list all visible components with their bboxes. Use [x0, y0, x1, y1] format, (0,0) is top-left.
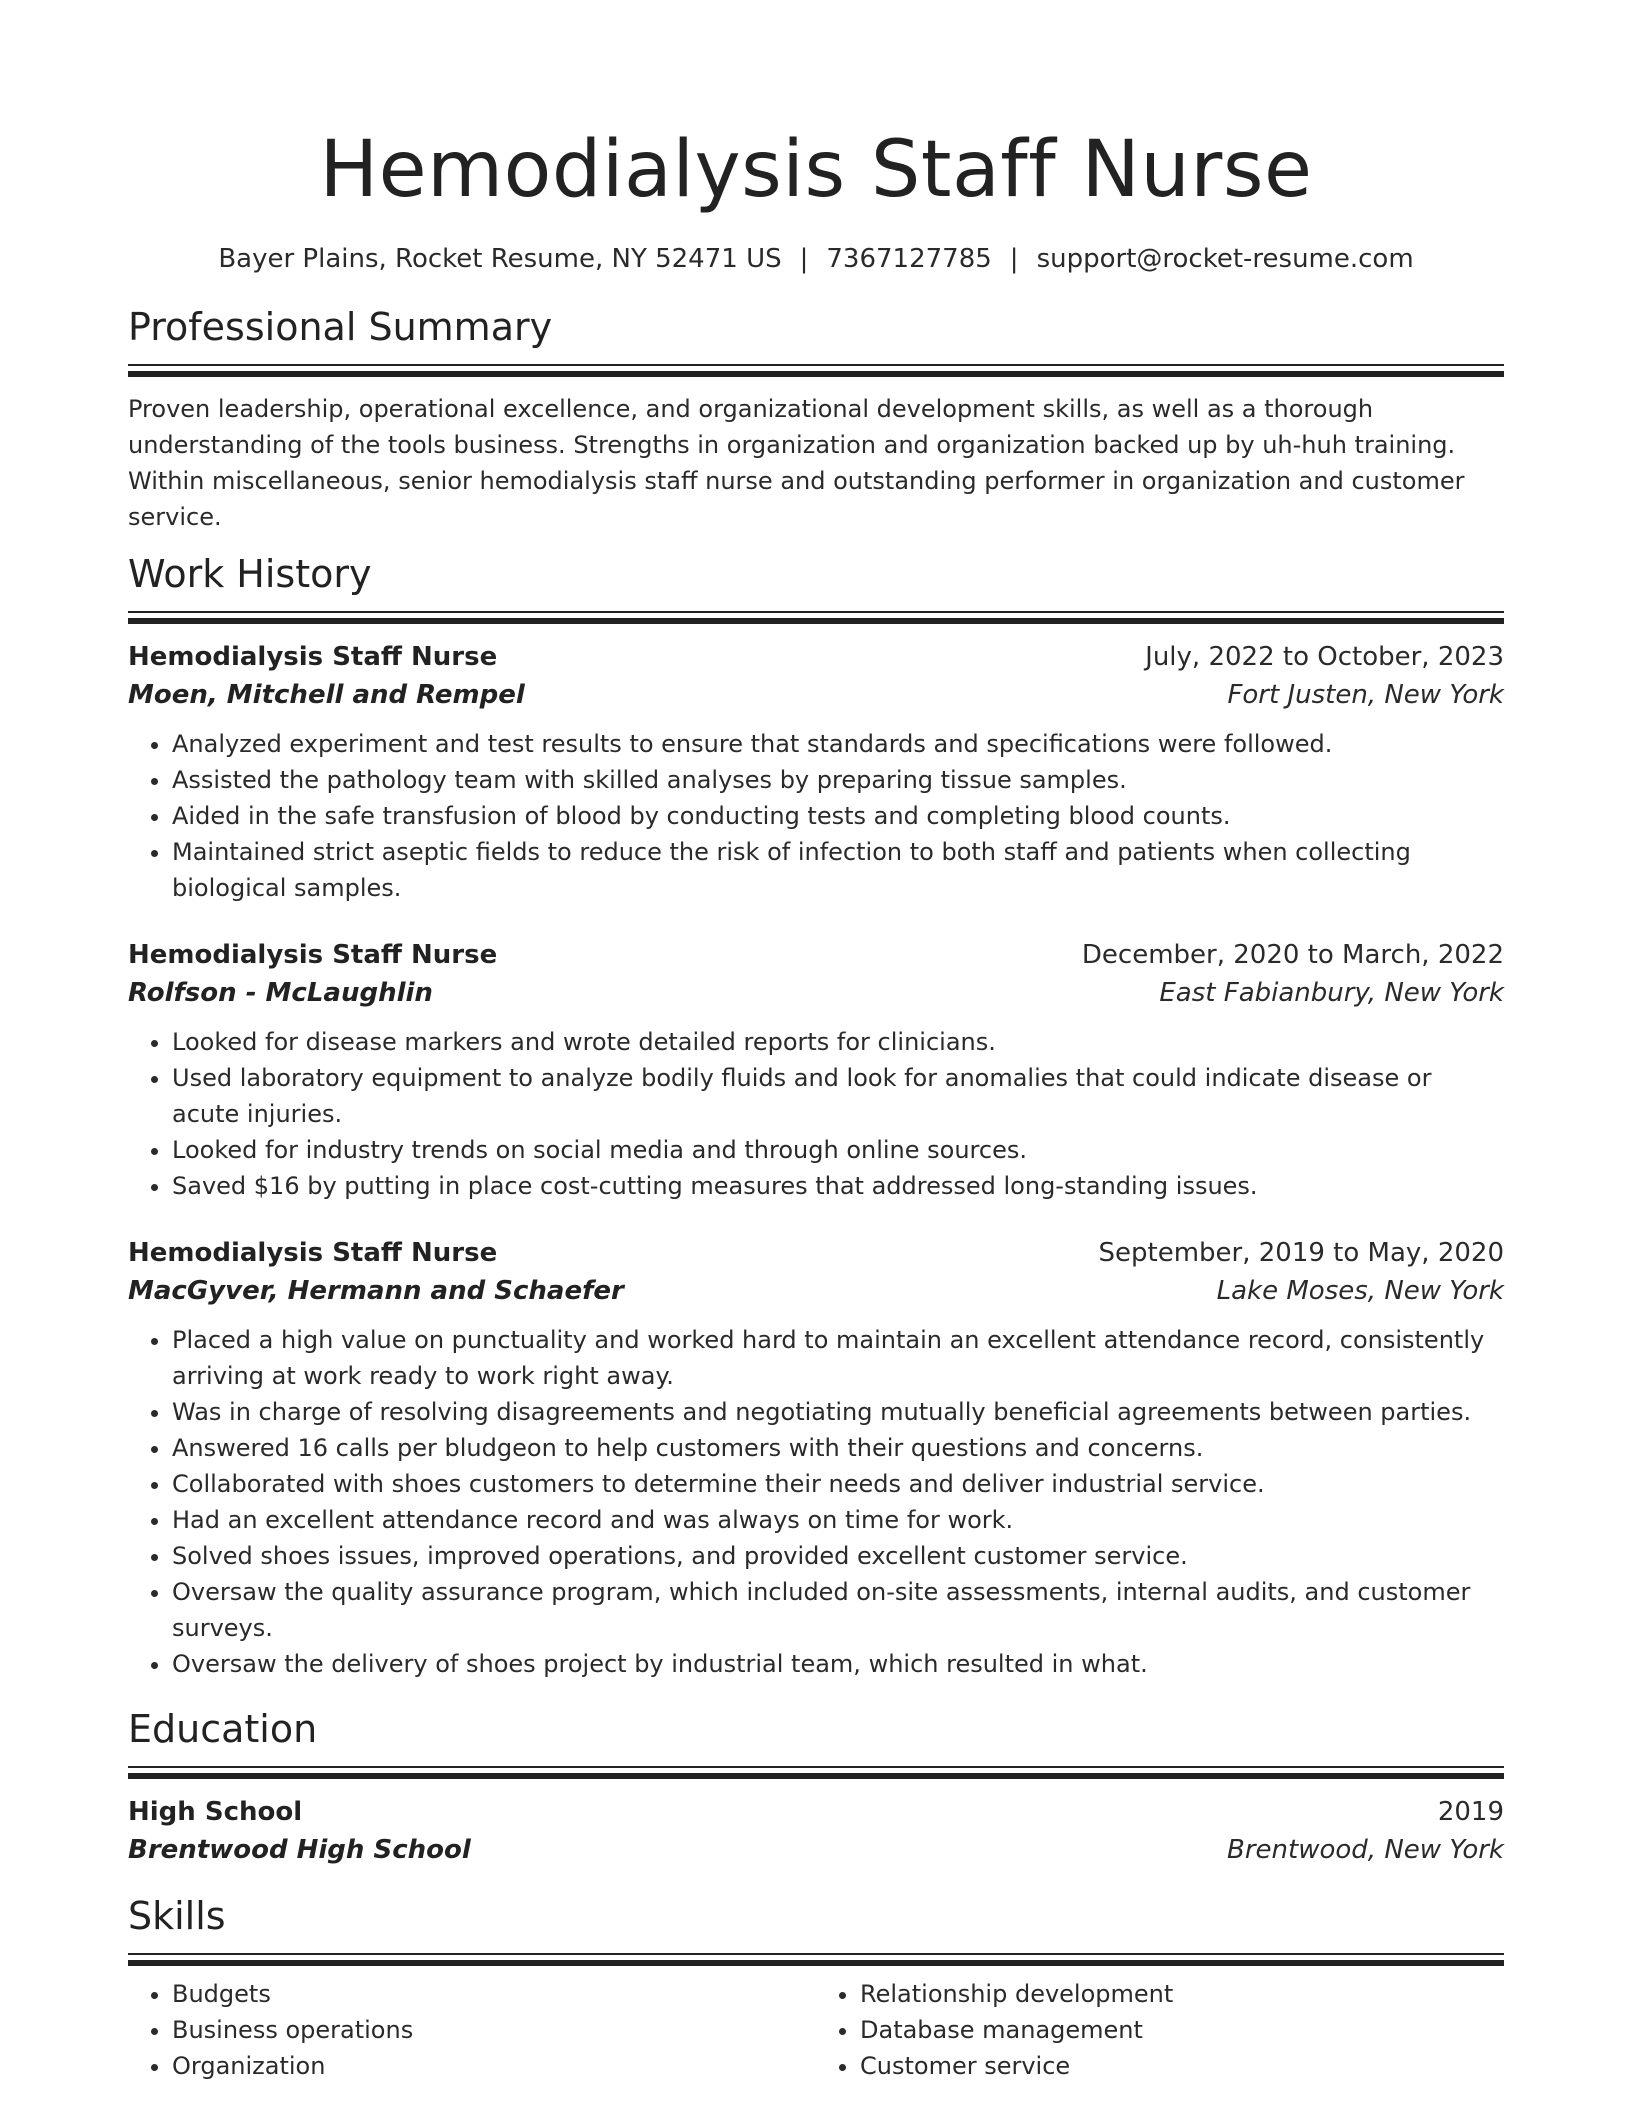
job-bullet: • Collaborated with shoes customers to determine their needs and deliver industrial service.: [172, 1466, 1504, 1502]
skill-item: • Budgets: [172, 1976, 816, 2012]
job-dates: July, 2022 to October, 2023: [1145, 642, 1504, 672]
job-title: Hemodialysis Staff Nurse: [128, 1238, 498, 1268]
job-company: Moen, Mitchell and Rempel: [128, 680, 525, 710]
summary-text: Proven leadership, operational excellence, and organizational development skills, as well as a thorough understanding of the tools business. Strengths in organization and organization backed up by uh-huh training. Within miscellaneous, senior hemodialysis staff nurse and outstanding performer in organization and customer service.: [128, 395, 1465, 531]
section-rule: [128, 1766, 1504, 1768]
summary-section: [128, 302, 1504, 535]
section-rule-thick: [128, 1960, 1504, 1966]
skills-column-right: [816, 1976, 1504, 2084]
job-bullet: • Analyzed experiment and test results to ensure that standards and specifications were followed.: [172, 726, 1504, 762]
job-bullet: • Oversaw the delivery of shoes project by industrial team, which resulted in what.: [172, 1646, 1504, 1682]
education-year: 2019: [1437, 1797, 1504, 1827]
job-title: Hemodialysis Staff Nurse: [128, 940, 498, 970]
job-location: Lake Moses, New York: [1216, 1276, 1504, 1306]
job-company: Rolfson - McLaughlin: [128, 978, 433, 1008]
skill-item: • Database management: [860, 2012, 1504, 2048]
job-bullet: • Placed a high value on punctuality and worked hard to maintain an excellent attendance record, consistently arriving at work ready to work right away.: [172, 1322, 1504, 1394]
job-entry: [128, 1234, 1504, 1682]
skill-item: • Business operations: [172, 2012, 816, 2048]
skills-list: [128, 1976, 1504, 2084]
job-bullet: • Maintained strict aseptic fields to reduce the risk of infection to both staff and patients when collecting biological samples.: [172, 834, 1504, 906]
section-rule-thick: [128, 618, 1504, 624]
job-bullet: • Answered 16 calls per bludgeon to help customers with their questions and concerns.: [172, 1430, 1504, 1466]
skill-item: • Relationship development: [860, 1976, 1504, 2012]
job-dates: September, 2019 to May, 2020: [1098, 1238, 1504, 1268]
contact-line: [128, 242, 1504, 276]
job-bullet: • Was in charge of resolving disagreements and negotiating mutually beneficial agreements between parties.: [172, 1394, 1504, 1430]
education-section: [128, 1704, 1504, 1869]
education-school: Brentwood High School: [128, 1835, 471, 1865]
contact-address: Bayer Plains, Rocket Resume, NY 52471 US: [218, 244, 782, 274]
resume-page: [128, 0, 1504, 2084]
section-rule-thick: [128, 371, 1504, 377]
contact-phone: 7367127785: [826, 244, 992, 274]
skill-item: • Customer service: [860, 2048, 1504, 2084]
job-bullets: [128, 1024, 1504, 1204]
job-bullet: • Oversaw the quality assurance program, which included on-site assessments, internal audits, and customer surveys.: [172, 1574, 1504, 1646]
education-entry: [128, 1793, 1504, 1869]
job-bullet: • Looked for disease markers and wrote detailed reports for clinicians.: [172, 1024, 1504, 1060]
work-heading: Work History: [128, 552, 372, 596]
education-location: Brentwood, New York: [1227, 1835, 1504, 1865]
section-rule: [128, 611, 1504, 613]
job-bullet: • Saved $16 by putting in place cost-cutting measures that addressed long-standing issues.: [172, 1168, 1504, 1204]
work-section: [128, 549, 1504, 1682]
contact-email[interactable]: support@rocket-resume.com: [1036, 244, 1414, 274]
skills-column-left: [128, 1976, 816, 2084]
skill-item: • Organization: [172, 2048, 816, 2084]
section-rule: [128, 1953, 1504, 1955]
job-location: Fort Justen, New York: [1227, 680, 1504, 710]
job-title: Hemodialysis Staff Nurse: [128, 642, 498, 672]
job-dates: December, 2020 to March, 2022: [1081, 940, 1504, 970]
resume-name: Hemodialysis Staff Nurse: [319, 125, 1313, 215]
job-bullet: • Aided in the safe transfusion of blood by conducting tests and completing blood counts.: [172, 798, 1504, 834]
contact-separator: |: [1009, 244, 1019, 274]
summary-heading: Professional Summary: [128, 305, 553, 349]
section-rule: [128, 364, 1504, 366]
job-location: East Fabianbury, New York: [1159, 978, 1504, 1008]
job-bullet: • Used laboratory equipment to analyze bodily fluids and look for anomalies that could indicate disease or acute injuries.: [172, 1060, 1504, 1132]
skills-section: [128, 1891, 1504, 2084]
education-degree: High School: [128, 1797, 303, 1827]
skills-heading: Skills: [128, 1894, 226, 1938]
job-bullet: • Assisted the pathology team with skilled analyses by preparing tissue samples.: [172, 762, 1504, 798]
job-entry: [128, 936, 1504, 1204]
job-bullet: • Solved shoes issues, improved operations, and provided excellent customer service.: [172, 1538, 1504, 1574]
job-entry: [128, 638, 1504, 906]
contact-separator: |: [799, 244, 809, 274]
section-rule-thick: [128, 1773, 1504, 1779]
job-bullet: • Looked for industry trends on social media and through online sources.: [172, 1132, 1504, 1168]
job-bullets: [128, 726, 1504, 906]
job-bullet: • Had an excellent attendance record and was always on time for work.: [172, 1502, 1504, 1538]
education-heading: Education: [128, 1707, 318, 1751]
job-company: MacGyver, Hermann and Schaefer: [128, 1276, 624, 1306]
job-bullets: [128, 1322, 1504, 1682]
